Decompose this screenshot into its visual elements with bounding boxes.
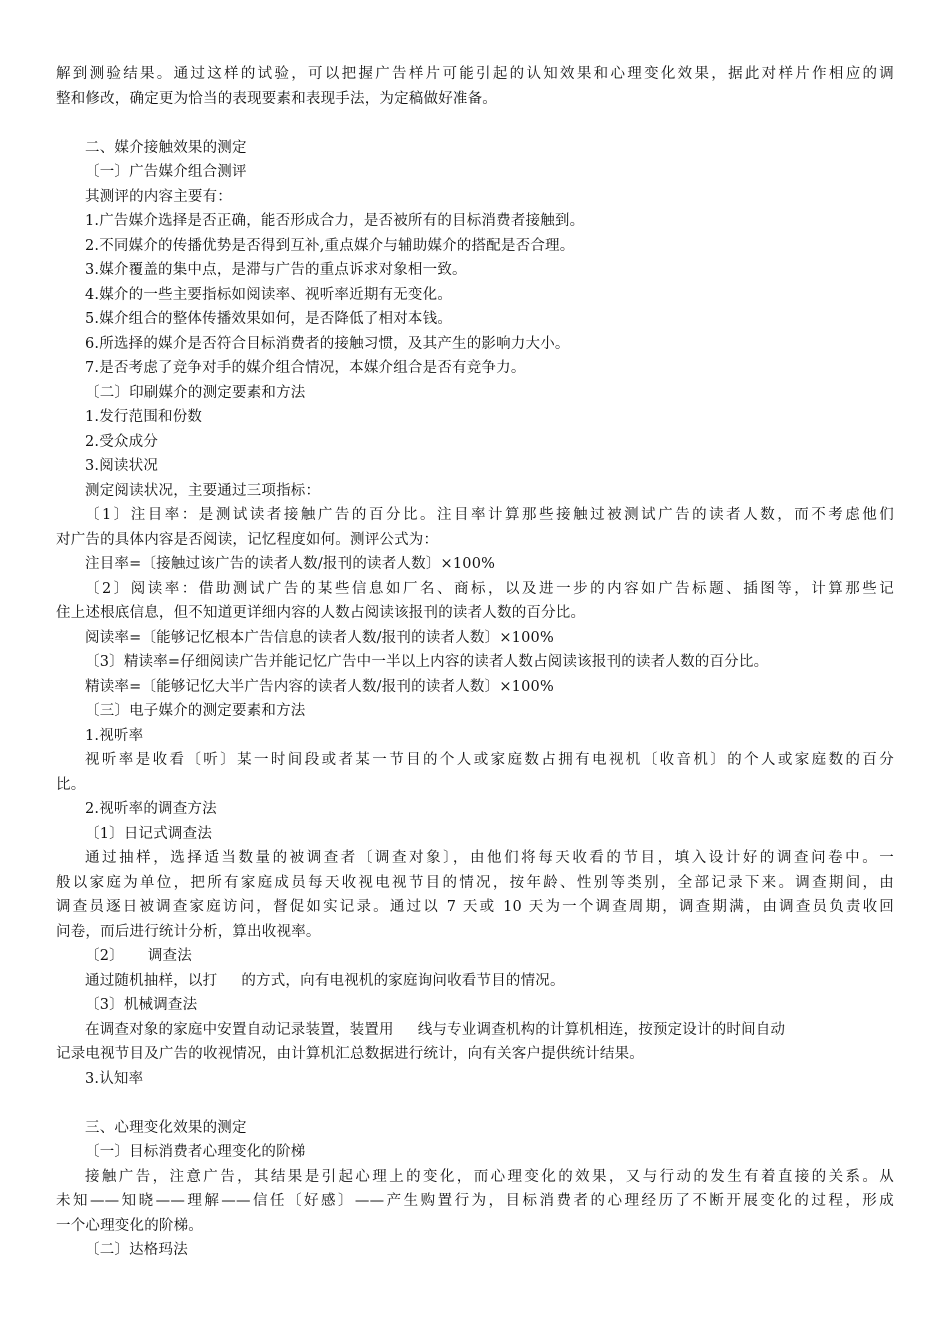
list-item: 3.阅读状况 <box>85 458 159 474</box>
formula-line: 注目率=〔接触过该广告的读者人数/报刊的读者人数〕×100% <box>85 556 496 572</box>
list-item: 1.视听率 <box>85 727 144 744</box>
subsection-heading: 〔三〕电子媒介的测定要素和方法 <box>85 703 306 719</box>
paragraph-line: 接触广告，注意广告，其结果是引起心理上的变化，而心理变化的效果，又与行动的发生有着直接的关系。从 <box>85 1168 894 1185</box>
text-segment: 在调查对象的家庭中安置自动记录装置，装置用 <box>85 1021 394 1038</box>
paragraph-line: 记录电视节目及广告的收视情况，由计算机汇总数据进行统计，向有关客户提供统计结果。 <box>56 1046 644 1062</box>
paragraph-line: 〔3〕精读率=仔细阅读广告并能记忆广告中一半以上内容的读者人数占阅读该报刊的读者人数的百分比。 <box>85 654 769 670</box>
list-item: 2.受众成分 <box>85 433 159 450</box>
list-item: 1.发行范围和份数 <box>85 409 203 425</box>
list-item: 5.媒介组合的整体传播效果如何，是否降低了相对本钱。 <box>85 311 453 327</box>
subsection-heading: 〔3〕机械调查法 <box>85 997 198 1013</box>
section-heading: 三、心理变化效果的测定 <box>85 1119 247 1136</box>
subsection-heading <box>56 944 894 969</box>
paragraph-line: 未知——知晓——理解——信任〔好感〕——产生购置行为，目标消费者的心理经历了不断开展变化的过程，形成 <box>56 1193 894 1209</box>
subsection-heading: 〔一〕广告媒介组合测评 <box>85 164 247 180</box>
blank-line <box>56 1091 894 1116</box>
paragraph-line: 比。 <box>56 776 86 793</box>
blank-line <box>56 111 894 136</box>
paragraph-line: 问卷，而后进行统计分析，算出收视率。 <box>56 923 321 940</box>
paragraph-line: 通过抽样，选择适当数量的被调查者〔调查对象〕，由他们将每天收看的节目，填入设计好的调查问卷中。一 <box>85 850 894 866</box>
section-heading: 二、媒介接触效果的测定 <box>85 139 247 156</box>
subsection-heading: 〔1〕日记式调查法 <box>85 825 213 842</box>
item-title: 调查法 <box>147 948 192 964</box>
subsection-heading: 〔二〕印刷媒介的测定要素和方法 <box>85 384 306 401</box>
paragraph-line <box>56 1018 894 1043</box>
paragraph-line: 般以家庭为单位，把所有家庭成员每天收视电视节目的情况，按年龄、性别等类别，全部记录下来。调查期间，由 <box>56 874 894 891</box>
item-number: 〔2〕 <box>85 948 124 964</box>
list-item: 3.媒介覆盖的集中点，是滞与广告的重点诉求对象相一致。 <box>85 262 467 278</box>
list-item: 3.认知率 <box>85 1070 144 1087</box>
paragraph-line: 视听率是收看〔听〕某一时间段或者某一节目的个人或家庭数占拥有电视机〔收音机〕的个人或家庭数的百分 <box>85 752 894 768</box>
paragraph-line: 调查员逐日被调查家庭访问，督促如实记录。通过以 7 天或 10 天为一个调查周期，调查期满，由调查员负责收回 <box>56 899 894 915</box>
paragraph-line: 其测评的内容主要有： <box>85 188 232 205</box>
paragraph-line: 一个心理变化的阶梯。 <box>56 1217 203 1234</box>
paragraph-line: 住上述根底信息，但不知道更详细内容的人数占阅读该报刊的读者人数的百分比。 <box>56 605 586 621</box>
paragraph-line: 对广告的具体内容是否阅读，记忆程度如何。测评公式为： <box>56 531 439 548</box>
paragraph-line <box>56 969 894 994</box>
list-item: 6.所选择的媒介是否符合目标消费者的接触习惯，及其产生的影响力大小。 <box>85 335 570 352</box>
subsection-heading: 〔二〕达格玛法 <box>85 1242 188 1258</box>
paragraph-line: 整和修改，确定更为恰当的表现要素和表现手法，为定稿做好准备。 <box>56 90 497 107</box>
list-item: 2.不同媒介的传播优势是否得到互补,重点媒介与辅助媒介的搭配是否合理。 <box>85 237 575 254</box>
list-item: 4.媒介的一些主要指标如阅读率、视听率近期有无变化。 <box>85 286 453 303</box>
paragraph-line: 〔1〕注目率：是测试读者接触广告的百分比。注目率计算那些接触过被测试广告的读者人数，而不考虑他们 <box>85 507 894 523</box>
paragraph-line: 〔2〕阅读率：借助测试广告的某些信息如厂名、商标，以及进一步的内容如广告标题、插图等，计算那些记 <box>85 580 894 597</box>
text-segment: 通过随机抽样，以打 <box>85 972 218 989</box>
formula-line: 阅读率=〔能够记忆根本广告信息的读者人数/报刊的读者人数〕×100% <box>85 629 554 646</box>
list-item: 1.广告媒介选择是否正确，能否形成合力，是否被所有的目标消费者接触到。 <box>85 213 585 229</box>
text-segment: 的方式，向有电视机的家庭询问收看节目的情况。 <box>241 972 565 989</box>
list-item: 2.视听率的调查方法 <box>85 801 217 817</box>
formula-line: 精读率=〔能够记忆大半广告内容的读者人数/报刊的读者人数〕×100% <box>85 678 554 695</box>
text-segment: 线与专业调查机构的计算机相连，按预定设计的时间自动 <box>417 1021 786 1038</box>
subsection-heading: 〔一〕目标消费者心理变化的阶梯 <box>85 1144 306 1160</box>
paragraph-line: 测定阅读状况，主要通过三项指标： <box>85 482 321 499</box>
paragraph-line: 解到测验结果。通过这样的试验，可以把握广告样片可能引起的认知效果和心理变化效果，据此对样片作相应的调 <box>56 66 894 82</box>
list-item: 7.是否考虑了竞争对手的媒介组合情况，本媒介组合是否有竞争力。 <box>85 360 526 376</box>
